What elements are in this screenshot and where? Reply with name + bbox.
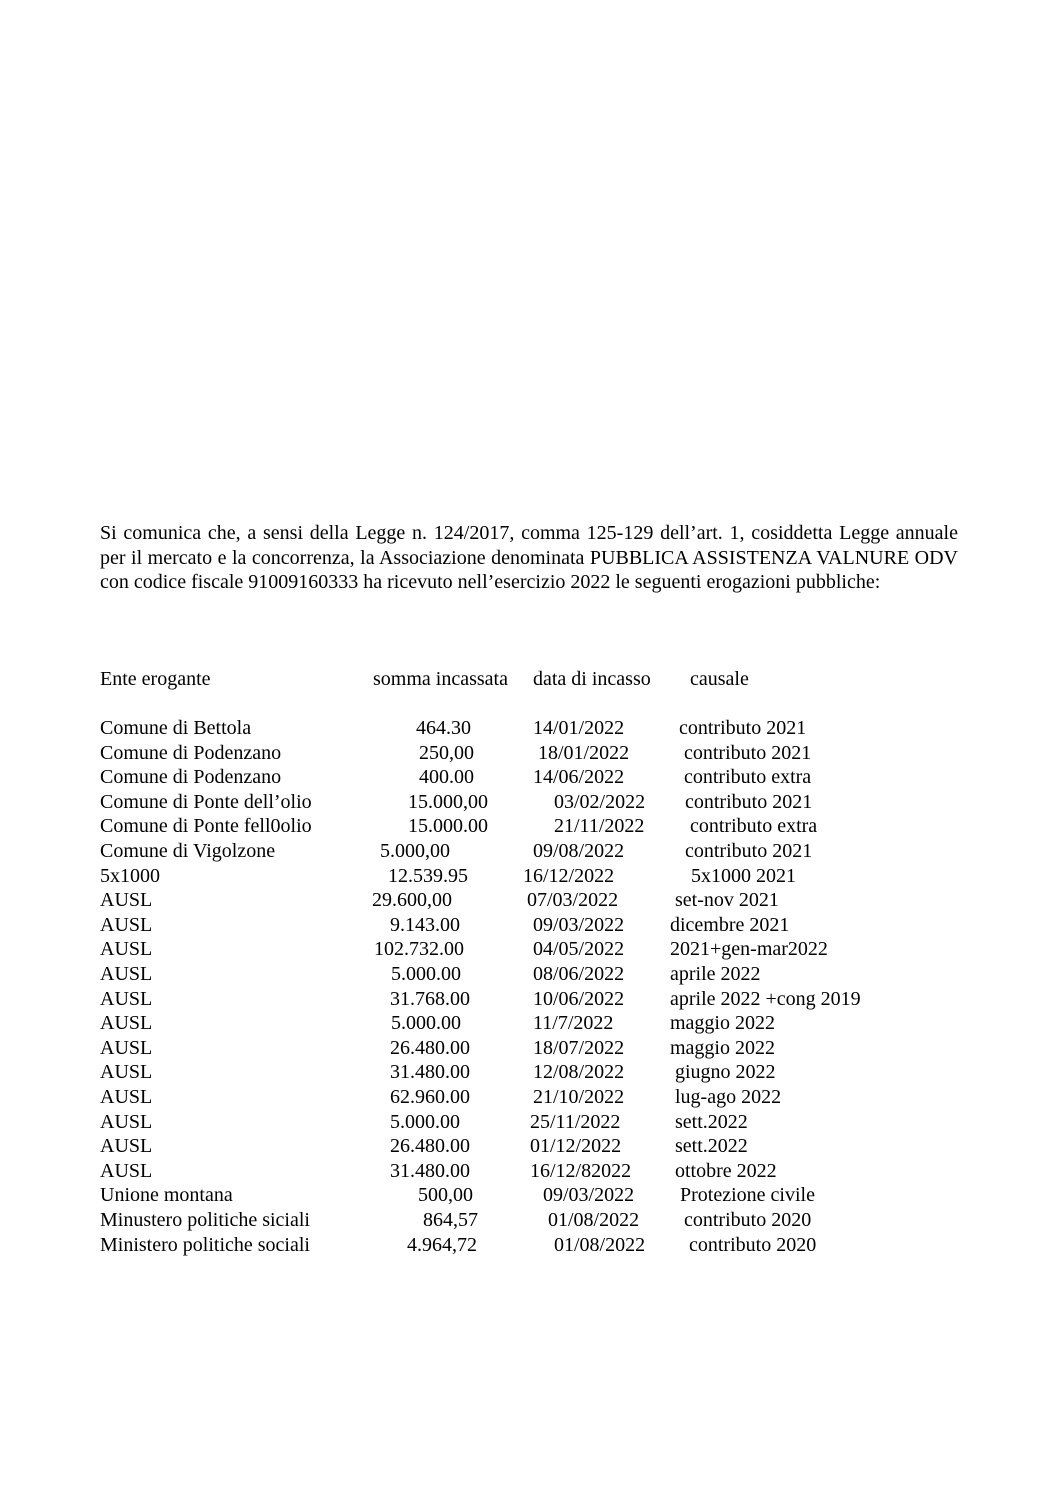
cell-ente-erogante: AUSL bbox=[100, 1012, 153, 1035]
cell-somma-incassata: 5.000,00 bbox=[380, 840, 450, 862]
cell-causale: sett.2022 bbox=[675, 1135, 748, 1158]
cell-ente-erogante: AUSL bbox=[100, 1036, 153, 1059]
cell-data-incasso: 14/06/2022 bbox=[533, 766, 625, 789]
cell-ente-erogante: 5x1000 bbox=[100, 864, 160, 887]
cell-somma-incassata: 500,00 bbox=[418, 1184, 473, 1207]
cell-data-incasso: 11/7/2022 bbox=[533, 1012, 614, 1035]
cell-causale: set-nov 2021 bbox=[675, 889, 779, 912]
cell-ente-erogante: AUSL bbox=[100, 889, 153, 912]
cell-ente-erogante: AUSL bbox=[100, 1061, 153, 1084]
cell-data-incasso: 18/07/2022 bbox=[533, 1036, 625, 1059]
cell-somma-incassata: 31.768.00 bbox=[390, 987, 470, 1010]
cell-ente-erogante: AUSL bbox=[100, 913, 153, 936]
cell-ente-erogante: AUSL bbox=[100, 1135, 153, 1158]
cell-data-incasso: 09/03/2022 bbox=[543, 1184, 635, 1207]
cell-somma-incassata: 31.480.00 bbox=[390, 1061, 470, 1084]
header-causale: causale bbox=[690, 668, 749, 690]
cell-data-incasso: 03/02/2022 bbox=[554, 790, 646, 813]
cell-causale: Protezione civile bbox=[680, 1184, 815, 1207]
cell-somma-incassata: 62.960.00 bbox=[390, 1086, 470, 1108]
cell-causale: giugno 2022 bbox=[675, 1061, 776, 1084]
cell-ente-erogante: Ministero politiche sociali bbox=[100, 1233, 310, 1256]
header-ente-erogante: Ente erogante bbox=[100, 668, 211, 690]
cell-data-incasso: 21/10/2022 bbox=[533, 1086, 625, 1108]
cell-causale: contributo 2021 bbox=[679, 717, 807, 739]
cell-causale: ottobre 2022 bbox=[675, 1159, 777, 1182]
cell-ente-erogante: AUSL bbox=[100, 938, 153, 961]
cell-data-incasso: 01/08/2022 bbox=[548, 1209, 640, 1231]
cell-somma-incassata: 400.00 bbox=[419, 766, 474, 789]
cell-ente-erogante: AUSL bbox=[100, 963, 153, 985]
cell-causale: contributo 2021 bbox=[684, 741, 812, 764]
cell-causale: contributo 2020 bbox=[689, 1233, 817, 1256]
cell-data-incasso: 01/08/2022 bbox=[554, 1233, 646, 1256]
cell-data-incasso: 25/11/2022 bbox=[530, 1110, 621, 1133]
cell-ente-erogante: Comune di Podenzano bbox=[100, 766, 282, 789]
header-somma-incassata: somma incassata bbox=[373, 668, 508, 690]
cell-data-incasso: 07/03/2022 bbox=[527, 889, 619, 912]
cell-somma-incassata: 4.964,72 bbox=[407, 1233, 477, 1256]
cell-ente-erogante: AUSL bbox=[100, 987, 153, 1010]
cell-causale: 5x1000 2021 bbox=[691, 864, 796, 887]
cell-data-incasso: 10/06/2022 bbox=[533, 987, 625, 1010]
cell-ente-erogante: Unione montana bbox=[100, 1184, 233, 1207]
cell-data-incasso: 01/12/2022 bbox=[530, 1135, 622, 1158]
cell-data-incasso: 21/11/2022 bbox=[554, 815, 645, 838]
cell-data-incasso: 08/06/2022 bbox=[533, 963, 625, 985]
cell-causale: maggio 2022 bbox=[670, 1036, 775, 1059]
cell-causale: aprile 2022 +cong 2019 bbox=[670, 987, 861, 1010]
cell-somma-incassata: 29.600,00 bbox=[372, 889, 452, 912]
cell-data-incasso: 12/08/2022 bbox=[533, 1061, 625, 1084]
cell-somma-incassata: 31.480.00 bbox=[390, 1159, 470, 1182]
header-data-incasso: data di incasso bbox=[533, 668, 651, 690]
cell-data-incasso: 16/12/2022 bbox=[523, 864, 615, 887]
cell-somma-incassata: 5.000.00 bbox=[391, 1012, 461, 1035]
cell-causale: contributo 2021 bbox=[685, 790, 813, 813]
cell-data-incasso: 16/12/82022 bbox=[530, 1159, 632, 1182]
cell-data-incasso: 04/05/2022 bbox=[533, 938, 625, 961]
cell-somma-incassata: 15.000.00 bbox=[408, 815, 488, 838]
cell-causale: contributo 2020 bbox=[684, 1209, 812, 1231]
cell-ente-erogante: Comune di Bettola bbox=[100, 717, 252, 739]
cell-somma-incassata: 5.000.00 bbox=[391, 963, 461, 985]
cell-causale: contributo 2021 bbox=[685, 840, 813, 862]
cell-causale: lug-ago 2022 bbox=[675, 1086, 782, 1108]
cell-somma-incassata: 15.000,00 bbox=[408, 790, 488, 813]
cell-ente-erogante: Comune di Vigolzone bbox=[100, 840, 276, 862]
cell-somma-incassata: 26.480.00 bbox=[390, 1135, 470, 1158]
cell-ente-erogante: Comune di Ponte dell’olio bbox=[100, 790, 312, 813]
cell-ente-erogante: AUSL bbox=[100, 1086, 153, 1108]
cell-somma-incassata: 250,00 bbox=[419, 741, 474, 764]
cell-somma-incassata: 26.480.00 bbox=[390, 1036, 470, 1059]
cell-data-incasso: 14/01/2022 bbox=[533, 717, 625, 739]
cell-causale: maggio 2022 bbox=[670, 1012, 775, 1035]
cell-somma-incassata: 102.732.00 bbox=[374, 938, 464, 961]
cell-somma-incassata: 5.000.00 bbox=[390, 1110, 460, 1133]
cell-somma-incassata: 12.539.95 bbox=[388, 864, 468, 887]
cell-causale: 2021+gen-mar2022 bbox=[670, 938, 828, 961]
cell-causale: contributo extra bbox=[684, 766, 812, 789]
cell-ente-erogante: Minustero politiche siciali bbox=[100, 1209, 310, 1231]
cell-data-incasso: 09/08/2022 bbox=[533, 840, 625, 862]
cell-ente-erogante: Comune di Podenzano bbox=[100, 741, 282, 764]
cell-somma-incassata: 464.30 bbox=[416, 717, 471, 739]
cell-causale: dicembre 2021 bbox=[670, 913, 790, 936]
cell-somma-incassata: 9.143.00 bbox=[390, 913, 460, 936]
cell-ente-erogante: Comune di Ponte fell0olio bbox=[100, 815, 312, 838]
cell-causale: sett.2022 bbox=[675, 1110, 748, 1133]
cell-ente-erogante: AUSL bbox=[100, 1159, 153, 1182]
cell-data-incasso: 09/03/2022 bbox=[533, 913, 625, 936]
cell-causale: contributo extra bbox=[690, 815, 818, 838]
cell-data-incasso: 18/01/2022 bbox=[538, 741, 630, 764]
cell-ente-erogante: AUSL bbox=[100, 1110, 153, 1133]
intro-paragraph: Si comunica che, a sensi della Legge n. 124/2017, comma 125-129 dell’art. 1, cosiddetta Legge annuale per il mercato e la concorrenza, la Associazione denominata PUBBLICA ASSISTENZA VALNURE ODV con codice fiscale 91009160333 ha ricevuto nell’esercizio 2022 le seguenti erogazioni pubbliche: bbox=[100, 522, 958, 594]
cell-somma-incassata: 864,57 bbox=[423, 1209, 478, 1231]
cell-causale: aprile 2022 bbox=[670, 963, 761, 985]
